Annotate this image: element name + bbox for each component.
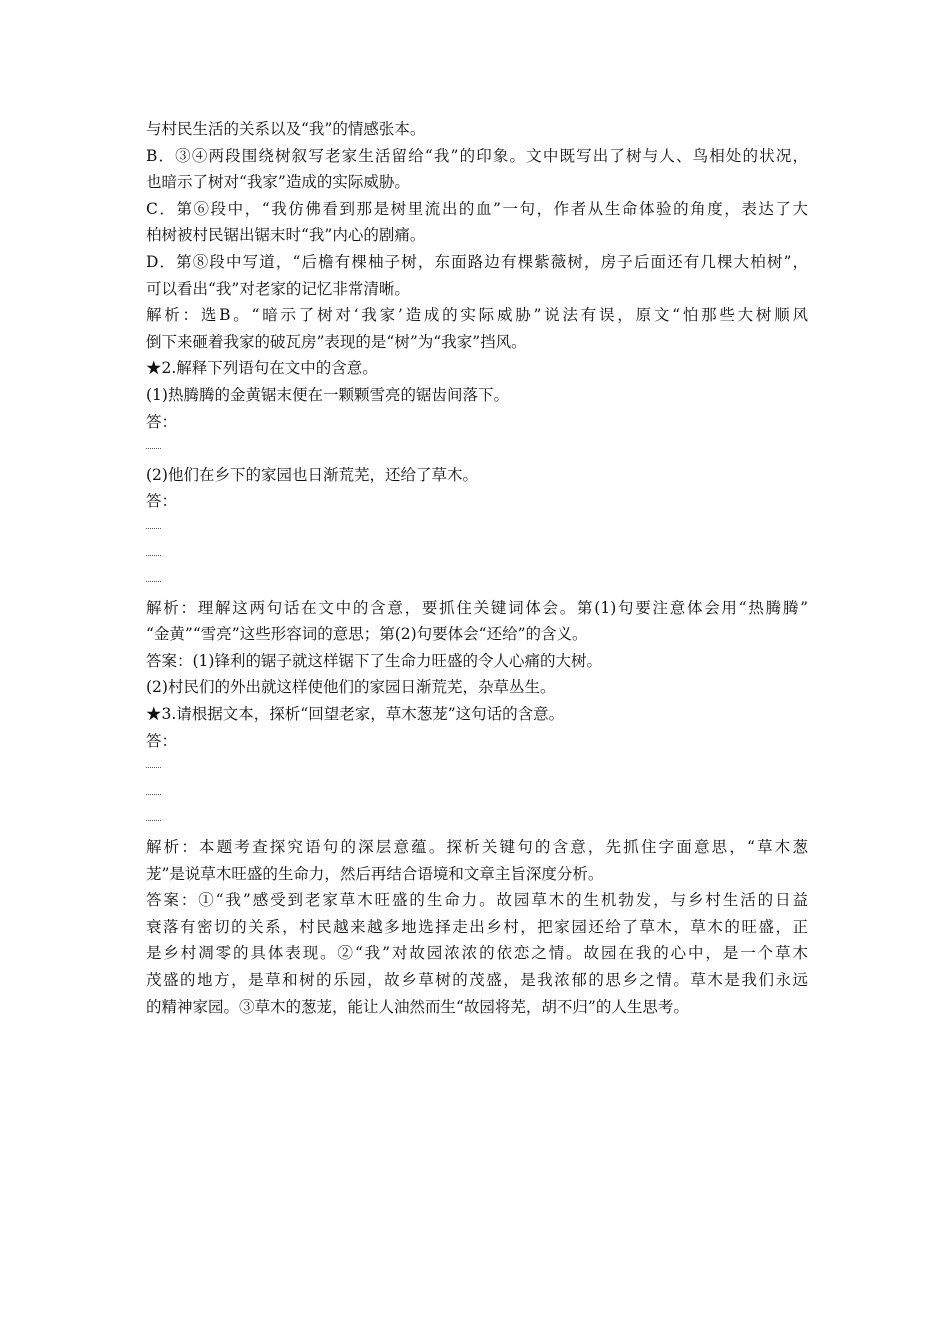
answer-key-line: 是乡村凋零的具体表现。②“我”对故园浓浓的依恋之情。故园在我的心中，是一个草木 xyxy=(146,944,808,963)
answer-label: 答： xyxy=(146,731,178,750)
answer-label: 答： xyxy=(146,492,178,511)
analysis-line: 解析：选B。“暗示了树对‘我家’造成的实际威胁”说法有误，原文“怕那些大树顺风 xyxy=(146,306,808,325)
text-line: “金黄”“雪亮”这些形容词的意思；第(2)句要体会“还给”的含义。 xyxy=(146,625,588,644)
answer-blank-line[interactable] xyxy=(146,754,808,781)
option-c-line: C．第⑥段中，“我仿佛看到那是树里流出的血”一句，作者从生命体验的角度，表达了大 xyxy=(146,199,808,218)
text-line: 茏”是说草木旺盛的生命力，然后再结合语境和文章主旨深度分析。 xyxy=(146,864,604,883)
option-b-line: B．③④两段围绕树叙写老家生活留给“我”的印象。文中既写出了树与人、鸟相处的状况， xyxy=(146,146,808,165)
text-line: 与村民生活的关系以及“我”的情感张本。 xyxy=(146,120,426,138)
answer-blank-line[interactable] xyxy=(146,542,808,569)
answer-blank-line[interactable] xyxy=(146,435,808,462)
answer-blank-line[interactable] xyxy=(146,807,808,834)
question-3-title: ★3.请根据文本，探析“回望老家，草木葱茏”这句话的含意。 xyxy=(146,705,565,724)
analysis-line: 解析：本题考查探究语句的深层意蕴。探析关键句的含意，先抓住字面意思，“草木葱 xyxy=(146,838,808,857)
analysis-line: 解析：理解这两句话在文中的含意，要抓住关键词体会。第(1)句要注意体会用“热腾腾” xyxy=(146,598,808,617)
answer-label: 答： xyxy=(146,412,178,431)
answer-blank-line[interactable] xyxy=(146,568,808,595)
answer-blank-line[interactable] xyxy=(146,515,808,542)
text-line: 也暗示了树对“我家”造成的实际威胁。 xyxy=(146,173,410,192)
document-page xyxy=(146,116,808,1020)
option-d-line: D．第⑧段中写道，“后檐有棵柚子树，东面路边有棵紫薇树，房子后面还有几棵大柏树”， xyxy=(146,252,808,271)
text-line: 可以看出“我”对老家的记忆非常清晰。 xyxy=(146,279,410,298)
answer-key-line: 答案：(1)锋利的锯子就这样锯下了生命力旺盛的令人心痛的大树。 xyxy=(146,651,602,670)
answer-key-line: 答案：①“我”感受到老家草木旺盛的生命力。故园草木的生机勃发，与乡村生活的日益 xyxy=(146,891,808,910)
answer-key-line: 的精神家园。③草木的葱茏，能让人油然而生“故园将芜，胡不归”的人生思考。 xyxy=(146,997,689,1016)
answer-key-line: (2)村民们的外出就这样使他们的家园日渐荒芜，杂草丛生。 xyxy=(146,678,556,697)
answer-key-line: 茂盛的地方，是草和树的乐园，故乡草树的茂盛，是我浓郁的思乡之情。草木是我们永远 xyxy=(146,971,808,989)
question-2-sentence-1: (1)热腾腾的金黄锯末便在一颗颗雪亮的锯齿间落下。 xyxy=(146,385,509,404)
question-2-sentence-2: (2)他们在乡下的家园也日渐荒芜，还给了草木。 xyxy=(146,465,478,484)
question-2-title: ★2.解释下列语句在文中的含意。 xyxy=(146,359,378,378)
answer-key-line: 衰落有密切的关系，村民越来越多地选择走出乡村，把家园还给了草木，草木的旺盛，正 xyxy=(146,917,808,936)
answer-blank-line[interactable] xyxy=(146,781,808,808)
text-line: 柏树被村民锯出锯末时“我”内心的剧痛。 xyxy=(146,226,426,245)
text-line: 倒下来砸着我家的破瓦房”表现的是“树”为“我家”挡风。 xyxy=(146,332,527,351)
